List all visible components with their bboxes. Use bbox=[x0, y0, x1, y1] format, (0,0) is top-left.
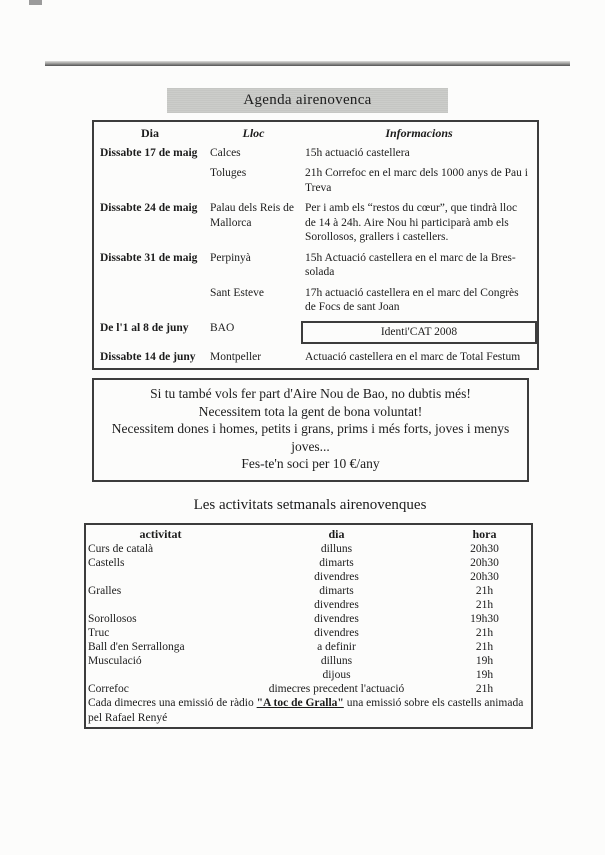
activity-row bbox=[85, 598, 532, 612]
agenda-row bbox=[93, 143, 538, 164]
activity-row bbox=[85, 626, 532, 640]
activity-cell-dia: divendres bbox=[314, 613, 359, 625]
activity-cell-hora: 21h bbox=[475, 585, 494, 597]
activity-cell-dia: a definir bbox=[317, 641, 356, 653]
agenda-cell-informacions: 21h Correfoc en el marc dels 1000 anys de Pau i Treva bbox=[305, 167, 528, 194]
radio-note-row bbox=[85, 696, 532, 728]
radio-note-prefix: Cada dimecres una emissió de ràdio bbox=[88, 697, 257, 709]
col-header-dia: dia bbox=[328, 527, 345, 541]
agenda-header-row bbox=[93, 121, 538, 143]
radio-note bbox=[85, 696, 532, 728]
radio-note-suffix: una emissió sobre els castells animada pel Rafael Renyé bbox=[88, 697, 524, 724]
activity-cell-activitat bbox=[85, 570, 235, 584]
activity-cell-hora: 20h30 bbox=[470, 571, 499, 583]
activity-cell-dia: dimecres precedent l'actuació bbox=[268, 683, 405, 695]
col-header-lloc: Lloc bbox=[242, 126, 265, 140]
activity-cell-hora: 19h30 bbox=[470, 613, 499, 625]
radio-program-name: "A toc de Gralla" bbox=[256, 697, 344, 709]
top-divider-line bbox=[45, 61, 570, 66]
activity-cell-hora: 21h bbox=[475, 627, 494, 639]
activity-row bbox=[85, 668, 532, 682]
agenda-cell-lloc: Perpinyà bbox=[210, 251, 251, 264]
agenda-cell-lloc: BAO bbox=[210, 321, 235, 334]
agenda-row bbox=[93, 198, 538, 248]
activity-cell-hora: 21h bbox=[475, 641, 494, 653]
activity-cell-activitat bbox=[85, 598, 235, 612]
activity-cell-activitat bbox=[85, 668, 235, 682]
invite-line: Necessitem dones i homes, petits i grans, prims i més forts, joves i menys joves... bbox=[111, 421, 510, 454]
agenda-cell-dia: De l'1 al 8 de juny bbox=[100, 321, 189, 334]
activity-row bbox=[85, 640, 532, 654]
agenda-cell-dia bbox=[93, 283, 206, 318]
agenda-cell-informacions: 15h actuació castellera bbox=[305, 146, 410, 159]
invite-line: Fes-te'n soci per 10 €/any bbox=[241, 456, 380, 471]
invite-line: Si tu també vols fer part d'Aire Nou de Bao, no dubtis més! bbox=[150, 386, 471, 401]
activity-row bbox=[85, 654, 532, 668]
agenda-row bbox=[93, 163, 538, 198]
page-title bbox=[167, 88, 448, 113]
agenda-cell-lloc: Sant Esteve bbox=[210, 286, 264, 299]
activity-cell-hora: 20h30 bbox=[470, 543, 499, 555]
page-title-text: Agenda airenovenca bbox=[243, 92, 372, 108]
activity-cell-dia: divendres bbox=[314, 571, 359, 583]
activity-row bbox=[85, 542, 532, 556]
agenda-cell-informacions: Per i amb els “restos du cœur”, que tindrà lloc de 14 à 24h. Aire Nou hi participarà amb els Sorollosos, grallers i castellers. bbox=[305, 202, 518, 243]
col-header-dia: Dia bbox=[141, 126, 159, 140]
agenda-cell-lloc: Montpeller bbox=[210, 351, 262, 363]
agenda-cell-lloc: Toluges bbox=[210, 167, 247, 179]
activity-cell-activitat: Correfoc bbox=[88, 683, 129, 695]
activity-row bbox=[85, 682, 532, 696]
activity-cell-activitat: Curs de català bbox=[88, 543, 154, 555]
col-header-informacions: Informacions bbox=[385, 126, 453, 140]
activity-row bbox=[85, 584, 532, 598]
agenda-row bbox=[93, 248, 538, 283]
activity-row bbox=[85, 612, 532, 626]
activity-cell-activitat: Musculació bbox=[88, 655, 142, 667]
agenda-cell-dia: Dissabte 17 de maig bbox=[100, 146, 198, 159]
activity-row bbox=[85, 570, 532, 584]
activity-cell-hora: 19h bbox=[475, 655, 494, 667]
activity-cell-dia: dimarts bbox=[319, 557, 354, 569]
activity-cell-dia: dilluns bbox=[320, 543, 353, 555]
agenda-row bbox=[93, 283, 538, 318]
activity-cell-activitat: Truc bbox=[88, 627, 110, 639]
col-header-hora: hora bbox=[472, 527, 497, 541]
activity-cell-activitat: Ball d'en Serrallonga bbox=[88, 641, 185, 653]
agenda-cell-informacions: 15h Actuació castellera en el marc de la Bres-solada bbox=[305, 251, 516, 278]
activity-cell-hora: 21h bbox=[475, 599, 494, 611]
activity-cell-dia: dijous bbox=[322, 669, 351, 681]
agenda-row bbox=[93, 347, 538, 369]
invite-line: Necessitem tota la gent de bona voluntat! bbox=[198, 403, 423, 419]
agenda-table bbox=[92, 120, 539, 370]
activity-row bbox=[85, 556, 532, 570]
activity-cell-dia: divendres bbox=[314, 627, 359, 639]
agenda-cell-dia: Dissabte 31 de maig bbox=[100, 251, 198, 264]
agenda-cell-informacions: 17h actuació castellera en el marc del Congrès de Focs de sant Joan bbox=[305, 286, 519, 313]
col-header-activitat: activitat bbox=[139, 527, 182, 541]
activities-section-title: Les activitats setmanals airenovenques bbox=[193, 497, 427, 513]
activity-cell-activitat: Gralles bbox=[88, 585, 122, 597]
activity-cell-activitat: Castells bbox=[88, 557, 125, 569]
agenda-cell-informacions: Actuació castellera en el marc de Total Festum bbox=[305, 351, 521, 363]
agenda-cell-lloc: Palau dels Reis de Mallorca bbox=[210, 202, 294, 229]
activity-cell-activitat: Sorollosos bbox=[88, 613, 137, 625]
agenda-row bbox=[93, 318, 538, 348]
agenda-cell-informacions bbox=[301, 318, 538, 348]
activities-header-row bbox=[85, 524, 532, 542]
agenda-cell-lloc: Calces bbox=[210, 146, 241, 159]
activities-table bbox=[84, 523, 533, 729]
activity-cell-dia: dilluns bbox=[320, 655, 353, 667]
agenda-cell-dia: Dissabte 14 de juny bbox=[100, 351, 196, 363]
agenda-cell-dia: Dissabte 24 de maig bbox=[100, 202, 198, 214]
activity-cell-hora: 19h bbox=[475, 669, 494, 681]
agenda-cell-dia bbox=[93, 163, 206, 198]
activity-cell-hora: 21h bbox=[475, 683, 494, 695]
membership-invite-box bbox=[92, 378, 529, 482]
identicat-box: Identi'CAT 2008 bbox=[301, 321, 537, 345]
activity-cell-dia: divendres bbox=[314, 599, 359, 611]
activity-cell-dia: dimarts bbox=[319, 585, 354, 597]
activity-cell-hora: 20h30 bbox=[470, 557, 499, 569]
scan-artifact-mark bbox=[29, 0, 42, 5]
